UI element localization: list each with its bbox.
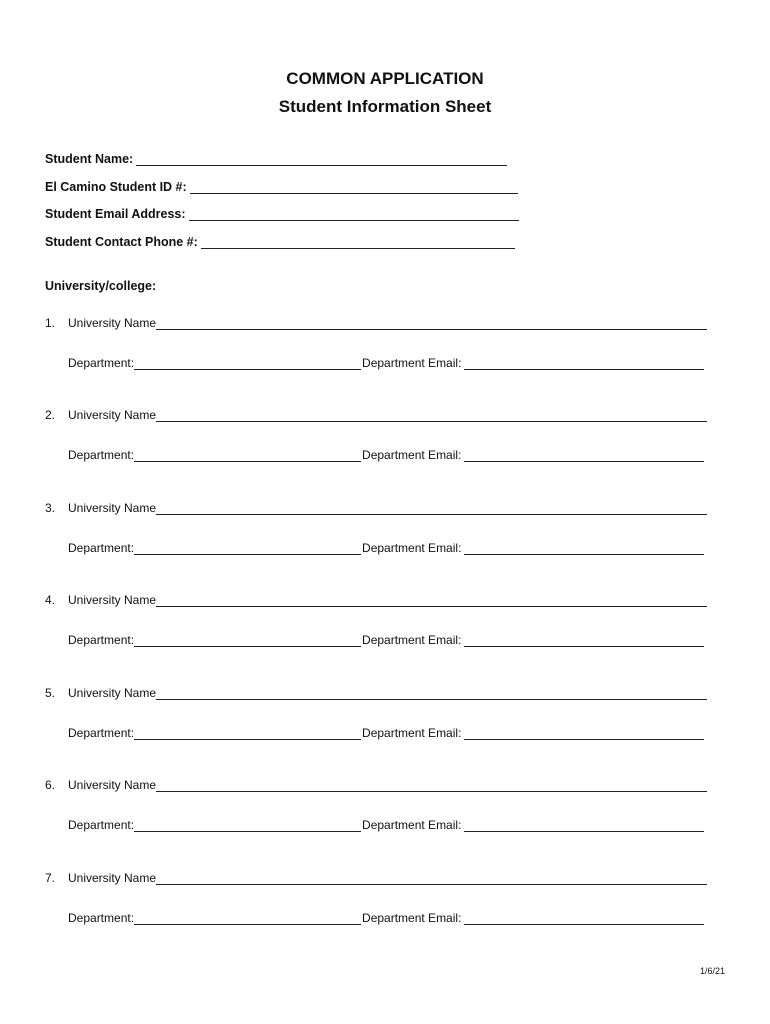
university-entry-4: [45, 591, 710, 651]
university-name-label: University Name: [68, 778, 157, 792]
university-name-label: University Name: [68, 316, 157, 330]
student-phone-label: Student Contact Phone #:: [45, 235, 198, 249]
department-email-field[interactable]: [464, 728, 704, 740]
department-email-label: Department Email:: [362, 356, 462, 370]
student-id-field[interactable]: [190, 181, 518, 194]
university-entry-1: [45, 314, 710, 374]
department-field[interactable]: [134, 728, 361, 740]
university-name-field[interactable]: [156, 873, 707, 885]
department-label: Department:: [68, 448, 135, 462]
department-email-label: Department Email:: [362, 541, 462, 555]
department-field[interactable]: [134, 450, 361, 462]
department-label: Department:: [68, 911, 135, 925]
student-email-field[interactable]: [189, 208, 519, 221]
university-entry-6: [45, 776, 710, 836]
university-number: 3.: [45, 501, 56, 515]
department-field[interactable]: [134, 820, 361, 832]
university-name-field[interactable]: [156, 780, 707, 792]
department-label: Department:: [68, 356, 135, 370]
department-email-field[interactable]: [464, 820, 704, 832]
student-phone-row: [45, 231, 515, 249]
university-name-field[interactable]: [156, 318, 707, 330]
university-name-label: University Name: [68, 501, 157, 515]
student-email-label: Student Email Address:: [45, 207, 186, 221]
department-email-label: Department Email:: [362, 448, 462, 462]
department-field[interactable]: [134, 913, 361, 925]
student-email-row: [45, 203, 519, 221]
department-field[interactable]: [134, 635, 361, 647]
department-email-label: Department Email:: [362, 911, 462, 925]
page-title: COMMON APPLICATION: [286, 69, 484, 88]
department-label: Department:: [68, 726, 135, 740]
university-entry-2: [45, 406, 710, 466]
university-entry-7: [45, 869, 710, 929]
student-id-label: El Camino Student ID #:: [45, 180, 187, 194]
student-name-field[interactable]: [136, 153, 507, 166]
university-entry-3: [45, 499, 710, 559]
university-name-field[interactable]: [156, 688, 707, 700]
student-name-row: [45, 148, 507, 166]
department-email-label: Department Email:: [362, 726, 462, 740]
university-name-label: University Name: [68, 686, 157, 700]
section-label: University/college:: [45, 279, 157, 293]
university-number: 6.: [45, 778, 56, 792]
university-entry-5: [45, 684, 710, 744]
department-label: Department:: [68, 633, 135, 647]
department-email-label: Department Email:: [362, 818, 462, 832]
department-field[interactable]: [134, 358, 361, 370]
university-number: 2.: [45, 408, 56, 422]
department-email-field[interactable]: [464, 543, 704, 555]
university-name-field[interactable]: [156, 410, 707, 422]
department-email-field[interactable]: [464, 358, 704, 370]
university-number: 7.: [45, 871, 56, 885]
university-number: 1.: [45, 316, 56, 330]
department-label: Department:: [68, 541, 135, 555]
department-field[interactable]: [134, 543, 361, 555]
university-name-label: University Name: [68, 871, 157, 885]
department-email-label: Department Email:: [362, 633, 462, 647]
footer-date: 1/6/21: [699, 966, 725, 976]
university-number: 5.: [45, 686, 56, 700]
department-label: Department:: [68, 818, 135, 832]
university-name-label: University Name: [68, 408, 157, 422]
page-subtitle: Student Information Sheet: [278, 97, 492, 116]
student-id-row: [45, 176, 518, 194]
university-name-label: University Name: [68, 593, 157, 607]
department-email-field[interactable]: [464, 635, 704, 647]
department-email-field[interactable]: [464, 450, 704, 462]
university-number: 4.: [45, 593, 56, 607]
department-email-field[interactable]: [464, 913, 704, 925]
student-name-label: Student Name:: [45, 152, 134, 166]
university-name-field[interactable]: [156, 595, 707, 607]
title-block: [0, 68, 770, 118]
student-phone-field[interactable]: [201, 236, 515, 249]
university-name-field[interactable]: [156, 503, 707, 515]
